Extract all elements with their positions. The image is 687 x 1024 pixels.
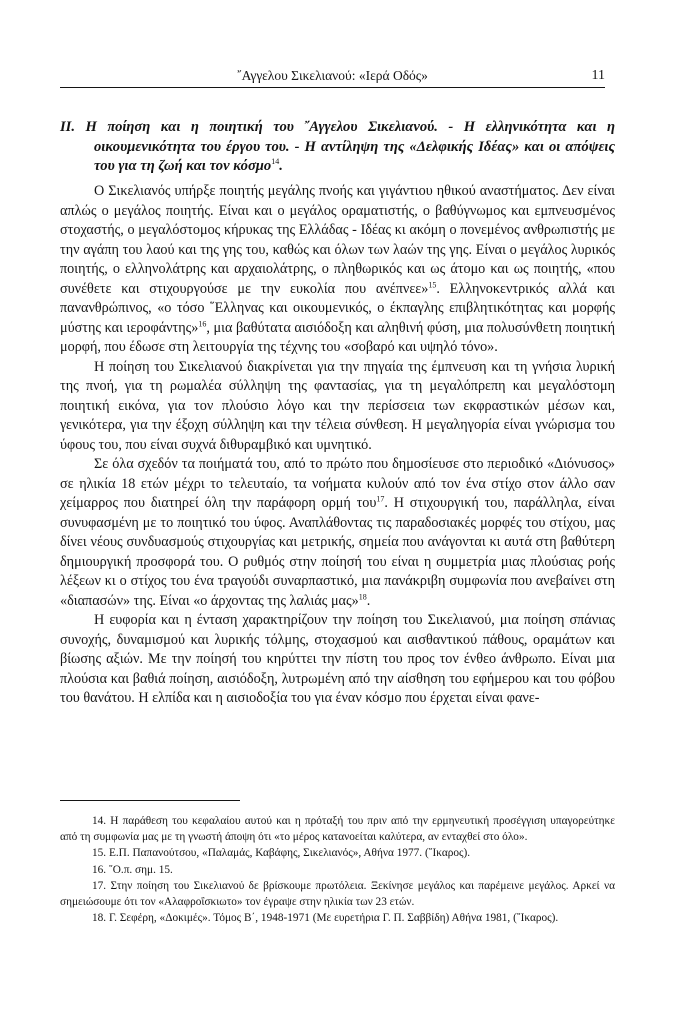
section-heading-text: ΙΙ. Η ποίηση και η ποιητική του ῎Αγγελου Σικελιανού. - Η ελληνικότητα και η οικουμενικότητα του έργου του. - Η αντίληψη της «Δελφικής Ιδέας» και οι απόψεις του για τη ζωή και τον κόσμο [60,119,615,174]
footnote-ref-17: 17 [376,494,385,504]
running-title: ῎Αγγελου Σικελιανού: «Ιερά Οδός» [237,68,428,83]
footnote-16: 16. ῞Ο.π. σημ. 15. [92,863,173,876]
footnote-ref-15: 15 [428,279,437,289]
footnote-14: 14. Η παράθεση του κεφαλαίου αυτού και η πρόταξή του πριν από την ερμηνευτική προσέγγιση υπαγορεύτηκε από τη συμφωνία μας με τη γνωστή άποψη ότι «το μέρος κατανοείται καλύτερα, αν ενταχθεί στο όλο». [60,815,615,843]
footnote-15: 15. Ε.Π. Παπανούτσου, «Παλαμάς, Καβάφης, Σικελιανός», Αθήνα 1977. (῎Ικαρος). [92,847,471,859]
footnote-ref-14: 14 [271,157,280,167]
paragraph-2: Η ποίηση του Σικελιανού διακρίνεται για την πηγαία της έμπνευση και τη γνήσια λυρική της πνοή, για τη ρωμαλέα σύλληψη της φαντασίας, για τη μεγαλόπρεπη και μεγαλόστομη ποιητική εικόνα, για τον πλούσιο λόγο και την περίσσεια των εκφραστικών μέσων και, γενικότερα, για την έξοχη σύλληψη και την τέλεια σύνθεση. Η μεγαληγορία είναι γνώρισμα του ύφους του, που είναι συχνά διθυραμβικό και υμνητικό. [60,358,615,453]
footnote-separator [60,800,240,801]
paragraph-text: . Ελληνοκεντρικός αλλά και πανανθρώπινος, «ο τόσο ῞Ελληνας και οικουμενικός, ο έκπαγλης επιβλητικότητας και μορφής μύστης και ιεροφάντης» [60,280,616,336]
paragraph-text: Σε όλα σχεδόν τα ποιήματά του, από το πρώτο που δημοσίευσε στο περιοδικό «Διόνυσος» σε ηλικία 18 ετών μέχρι το τελευταίο, τα νοήματα κυλούν από τον ένα στίχο στον άλλο σαν χείμαρρος που διατηρεί όλη την παράφορη ορμή του [60,456,615,511]
paragraph-1 [60,182,615,358]
footnotes [60,814,615,928]
paragraph-text: . Η στιχουργική του, παράλληλα, είναι συνυφασμένη με το ποιητικό του ύφος. Αναπλάθοντας τις παραδοσιακές μορφές του στίχου, μας δίνει νέους συνδυασμούς στιχουργίας και μετρικής, σημεία που ανάγονται κι αυτά στη βαθύτερη δημιουργική προσφορά του. Ο ρυθμός στην ποίησή του είναι η συμμετρία μιας πλούσιας ροής λέξεων κι ο στίχος του ένα τραγούδι συναρπαστικό, μια πανάκριβη συμφωνία που ανεβαίνει στη «διαπασών» της. Είναι «ο άρχοντας της λαλιάς μας» [60,495,615,609]
paragraph-4: Η ευφορία και η ένταση χαρακτηρίζουν την ποίηση του Σικελιανού, μια ποίηση σπάνιας συνοχής, δυναμισμού και λυρικής τόλμης, στοχασμού και αισθαντικού πάθους, οραμάτων και βίωσης αξιών. Με την ποίησή του κηρύττει την πίστη του προς τον ένθεο άνθρωπο. Είναι μια πλούσια και βαθιά ποίηση, αισιόδοξη, λυτρωμένη από την αίσθηση του εφήμερου και του φόβου του θανάτου. Η ελπίδα και η αισιοδοξία του για έναν κόσμο που έρχεται είναι φανε- [60,612,615,706]
paragraph-text: . [366,592,371,609]
header-rule [60,87,605,88]
page-number: 11 [591,68,605,83]
paragraph-text: Ο Σικελιανός υπήρξε ποιητής μεγάλης πνοής και γιγάντιου ηθικού αναστήματος. Δεν είναι απλώς ο μεγάλος ποιητής. Είναι και ο μεγάλος οραματιστής, ο βαθύγνωμος και εμπνευσμένος στοχαστής, ο μεγαλόστομος κήρυκας της Ελλάδας - Ιδέας κι ακόμη ο πονεμένος ανθρωπιστής με την αγάπη του λαού και της γης του, καθώς και όλων των λαών της γης. Είναι ο μεγάλος λυρικός ποιητής, ο ελληνολάτρης και αρχαιολάτρης, ο πληθωρικός και ως άτομο και ως ποιητής, «που συνέθετε και στιχουργούσε με την ευκολία που ανέπνεε» [60,183,615,297]
paragraph-text: , μια βαθύτατα αισιόδοξη και αληθινή φύση, μια πολυσύνθετη ποιητική μορφή, που έδωσε στη λειτουργία της τέχνης του «σοβαρό και υψηλό τόνο». [60,319,615,355]
footnote-18: 18. Γ. Σεφέρη, «Δοκιμές». Τόμος Β΄, 1948-1971 (Με ευρετήρια Γ. Π. Σαββίδη) Αθήνα 1981, (῎Ικαρος). [92,912,559,924]
section-header [60,118,615,177]
running-header [60,66,605,86]
section-heading [60,118,615,177]
footnote-17: 17. Στην ποίηση του Σικελιανού δε βρίσκουμε πρωτόλεια. Ξεκίνησε μεγάλος και παρέμεινε μεγάλος. Αρκεί να σημειώσουμε ότι τον «Αλαφροΐσκιωτο» τον έγραψε στην ηλικία των 23 ετών. [60,880,615,908]
body-text [60,182,615,709]
footnote-ref-16: 16 [198,318,207,328]
section-heading-end: . [279,158,283,174]
footnote-ref-18: 18 [358,591,367,601]
paragraph-3 [60,455,615,611]
